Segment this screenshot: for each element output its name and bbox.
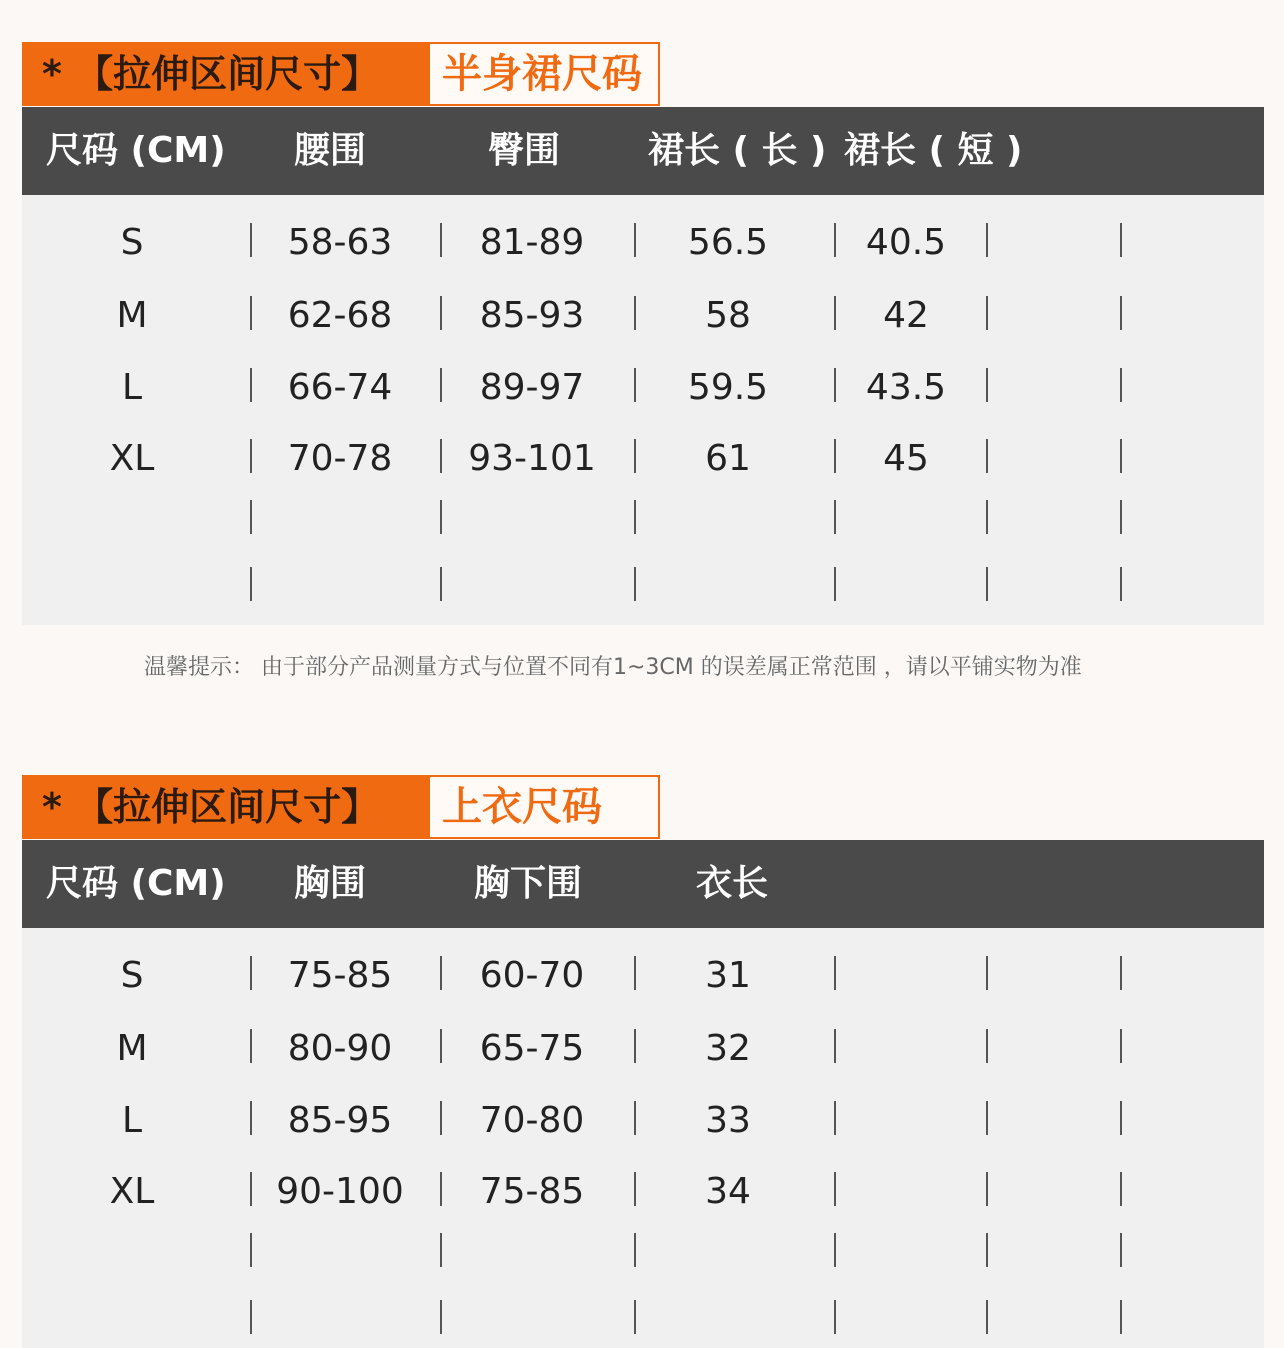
column-separator <box>440 1233 442 1267</box>
column-separator <box>1120 1300 1122 1334</box>
column-separator <box>634 296 636 330</box>
skirt-size-title: 半身裙尺码 <box>428 42 660 106</box>
column-separator <box>834 1233 836 1267</box>
size-value: 70-80 <box>479 1100 585 1141</box>
size-label: S <box>120 222 144 263</box>
size-value: 81-89 <box>479 222 585 263</box>
column-separator <box>440 1300 442 1334</box>
size-value: 32 <box>705 1028 751 1069</box>
size-value: 42 <box>883 295 929 336</box>
column-separator <box>440 296 442 330</box>
column-separator <box>440 500 442 534</box>
column-separator <box>250 439 252 473</box>
column-separator <box>1120 1029 1122 1063</box>
column-separator <box>1120 567 1122 601</box>
size-label: L <box>121 1100 143 1141</box>
column-separator <box>440 567 442 601</box>
column-separator <box>834 1172 836 1206</box>
size-value: 66-74 <box>287 367 393 408</box>
size-value: 45 <box>883 438 929 479</box>
size-value: 85-95 <box>287 1100 393 1141</box>
size-label: XL <box>109 1171 155 1212</box>
header-underbust: 胸下围 <box>474 863 583 904</box>
column-separator <box>986 1101 988 1135</box>
column-separator <box>634 439 636 473</box>
header-length-long: 裙长 ( 长 ) <box>648 130 827 171</box>
top-size-section <box>22 775 1264 1348</box>
column-separator <box>1120 368 1122 402</box>
column-separator <box>440 439 442 473</box>
column-separator <box>834 439 836 473</box>
skirt-stretch-label: * 【拉伸区间尺寸】 <box>22 42 428 106</box>
column-separator <box>1120 1233 1122 1267</box>
header-size: 尺码 (CM) <box>46 863 226 904</box>
measurement-note: 温馨提示： 由于部分产品测量方式与位置不同有1~3CM 的误差属正常范围 ，请以平铺实物为准 <box>144 655 1082 680</box>
column-separator <box>986 956 988 990</box>
column-separator <box>634 956 636 990</box>
column-separator <box>634 1233 636 1267</box>
size-value: 34 <box>705 1171 751 1212</box>
column-separator <box>1120 500 1122 534</box>
column-separator <box>634 567 636 601</box>
size-value: 58 <box>705 295 751 336</box>
column-separator <box>1120 956 1122 990</box>
skirt-size-section <box>22 42 1264 625</box>
column-separator <box>634 500 636 534</box>
size-label: M <box>116 1028 148 1069</box>
column-separator <box>986 1300 988 1334</box>
column-separator <box>250 500 252 534</box>
column-separator <box>986 439 988 473</box>
column-separator <box>250 1300 252 1334</box>
column-separator <box>834 567 836 601</box>
size-value: 80-90 <box>287 1028 393 1069</box>
column-separator <box>986 567 988 601</box>
column-separator <box>986 500 988 534</box>
size-value: 60-70 <box>479 955 585 996</box>
column-separator <box>834 1029 836 1063</box>
size-value: 58-63 <box>287 222 393 263</box>
column-separator <box>834 368 836 402</box>
size-label: L <box>121 367 143 408</box>
column-separator <box>1120 296 1122 330</box>
size-value: 85-93 <box>479 295 585 336</box>
column-separator <box>634 1029 636 1063</box>
size-value: 59.5 <box>687 367 769 408</box>
size-value: 93-101 <box>468 438 596 479</box>
column-separator <box>834 500 836 534</box>
column-separator <box>250 956 252 990</box>
header-waist: 腰围 <box>294 130 367 171</box>
column-separator <box>986 1029 988 1063</box>
column-separator <box>986 1172 988 1206</box>
column-separator <box>1120 439 1122 473</box>
size-value: 61 <box>705 438 751 479</box>
column-separator <box>440 1101 442 1135</box>
header-bust: 胸围 <box>294 863 367 904</box>
column-separator <box>440 1172 442 1206</box>
size-label: S <box>120 955 144 996</box>
column-separator <box>250 368 252 402</box>
column-separator <box>634 223 636 257</box>
column-separator <box>1120 1101 1122 1135</box>
column-separator <box>834 223 836 257</box>
header-size: 尺码 (CM) <box>46 130 226 171</box>
size-label: M <box>116 295 148 336</box>
size-value: 75-85 <box>287 955 393 996</box>
size-value: 75-85 <box>479 1171 585 1212</box>
size-value: 43.5 <box>865 367 947 408</box>
column-separator <box>986 296 988 330</box>
size-value: 56.5 <box>687 222 769 263</box>
column-separator <box>250 296 252 330</box>
skirt-table-body <box>22 195 1264 625</box>
top-size-title: 上衣尺码 <box>428 775 660 839</box>
size-value: 40.5 <box>865 222 947 263</box>
size-value: 31 <box>705 955 751 996</box>
column-separator <box>634 1172 636 1206</box>
column-separator <box>986 223 988 257</box>
column-separator <box>986 1233 988 1267</box>
top-table-body <box>22 928 1264 1348</box>
size-value: 70-78 <box>287 438 393 479</box>
column-separator <box>440 223 442 257</box>
size-value: 33 <box>705 1100 751 1141</box>
column-separator <box>634 368 636 402</box>
size-value: 89-97 <box>479 367 585 408</box>
column-separator <box>834 956 836 990</box>
top-title-row <box>22 775 1264 839</box>
size-value: 65-75 <box>479 1028 585 1069</box>
column-separator <box>440 1029 442 1063</box>
column-separator <box>1120 1172 1122 1206</box>
column-separator <box>250 1172 252 1206</box>
column-separator <box>250 1233 252 1267</box>
top-table-header <box>22 840 1264 928</box>
column-separator <box>1120 223 1122 257</box>
size-label: XL <box>109 438 155 479</box>
column-separator <box>834 1101 836 1135</box>
header-length: 衣长 <box>696 863 769 904</box>
column-separator <box>834 296 836 330</box>
column-separator <box>250 1029 252 1063</box>
header-hip: 臀围 <box>488 130 561 171</box>
column-separator <box>834 1300 836 1334</box>
skirt-title-row <box>22 42 1264 106</box>
column-separator <box>440 956 442 990</box>
top-stretch-label: * 【拉伸区间尺寸】 <box>22 775 428 839</box>
column-separator <box>250 223 252 257</box>
column-separator <box>250 567 252 601</box>
size-value: 62-68 <box>287 295 393 336</box>
header-length-short: 裙长 ( 短 ) <box>844 130 1023 171</box>
column-separator <box>250 1101 252 1135</box>
size-value: 90-100 <box>276 1171 404 1212</box>
column-separator <box>634 1300 636 1334</box>
column-separator <box>634 1101 636 1135</box>
skirt-table-header <box>22 107 1264 195</box>
column-separator <box>440 368 442 402</box>
column-separator <box>986 368 988 402</box>
